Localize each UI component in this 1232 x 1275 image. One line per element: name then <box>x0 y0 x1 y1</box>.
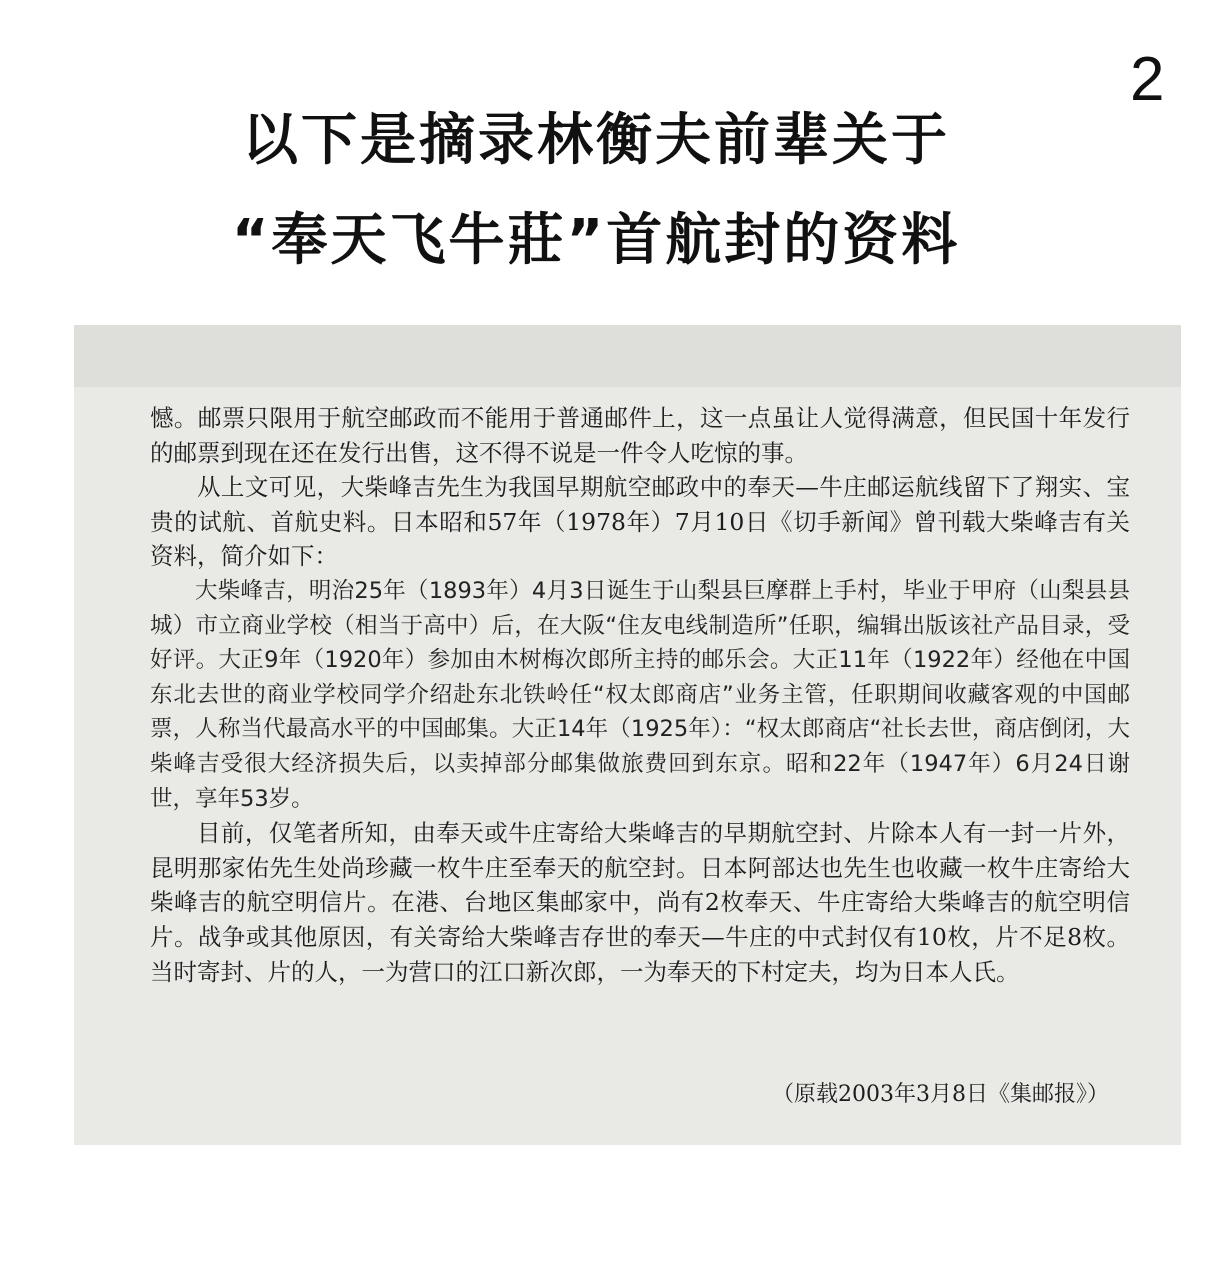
article-body <box>150 401 1130 989</box>
article-paragraph-2: 从上文可见，大柴峰吉先生为我国早期航空邮政中的奉天—牛庄邮运航线留下了翔实、宝贵的试航、首航史料。日本昭和57年（1978年）7月10日《切手新闻》曾刊载大柴峰吉有关资料，简介如下： <box>150 473 1130 571</box>
biography-quote: 大柴峰吉，明治25年（1893年）4月3日诞生于山梨县巨摩群上手村，毕业于甲府（山梨县县城）市立商业学校（相当于高中）后，在大阪“住友电线制造所”任职，编辑出版该社产品目录，受好评。大正9年（1920年）参加由木树梅次郎所主持的邮乐会。大正11年（1922年）经他在中国东北去世的商业学校同学介绍赴东北铁岭任“权太郎商店”业务主管，任职期间收藏客观的中国邮票，人称当代最高水平的中国邮集。大正14年（1925年）：“权太郎商店“社长去世，商店倒闭，大柴峰吉受很大经济损失后，以卖掉部分邮集做旅费回到东京。昭和22年（1947年）6月24日谢世，享年53岁。 <box>150 577 1130 812</box>
page-title-line-2: “奉天飞牛莊”首航封的资料 <box>231 208 961 273</box>
page-number: 2 <box>1130 45 1165 114</box>
source-citation: （原载2003年3月8日《集邮报》） <box>772 1082 1109 1107</box>
scan-header-band <box>74 325 1181 387</box>
article-paragraph-4: 目前，仅笔者所知，由奉天或牛庄寄给大柴峰吉的早期航空封、片除本人有一封一片外，昆明那家佑先生处尚珍藏一枚牛庄至奉天的航空封。日本阿部达也先生也收藏一枚牛庄寄给大柴峰吉的航空明信片。在港、台地区集邮家中，尚有2枚奉天、牛庄寄给大柴峰吉的航空明信片。战争或其他原因，有关寄给大柴峰吉存世的奉天—牛庄的中式封仅有10枚，片不足8枚。当时寄封、片的人，一为营口的江口新次郎，一为奉天的下村定夫，均为日本人氏。 <box>150 819 1130 986</box>
scanned-article <box>74 325 1181 1145</box>
article-paragraph-1: 憾。邮票只限用于航空邮政而不能用于普通邮件上，这一点虽让人觉得满意，但民国十年发行的邮票到现在还在发行出售，这不得不说是一件令人吃惊的事。 <box>150 404 1130 467</box>
page-title-line-1: 以下是摘录林衡夫前辈关于 <box>242 108 950 173</box>
